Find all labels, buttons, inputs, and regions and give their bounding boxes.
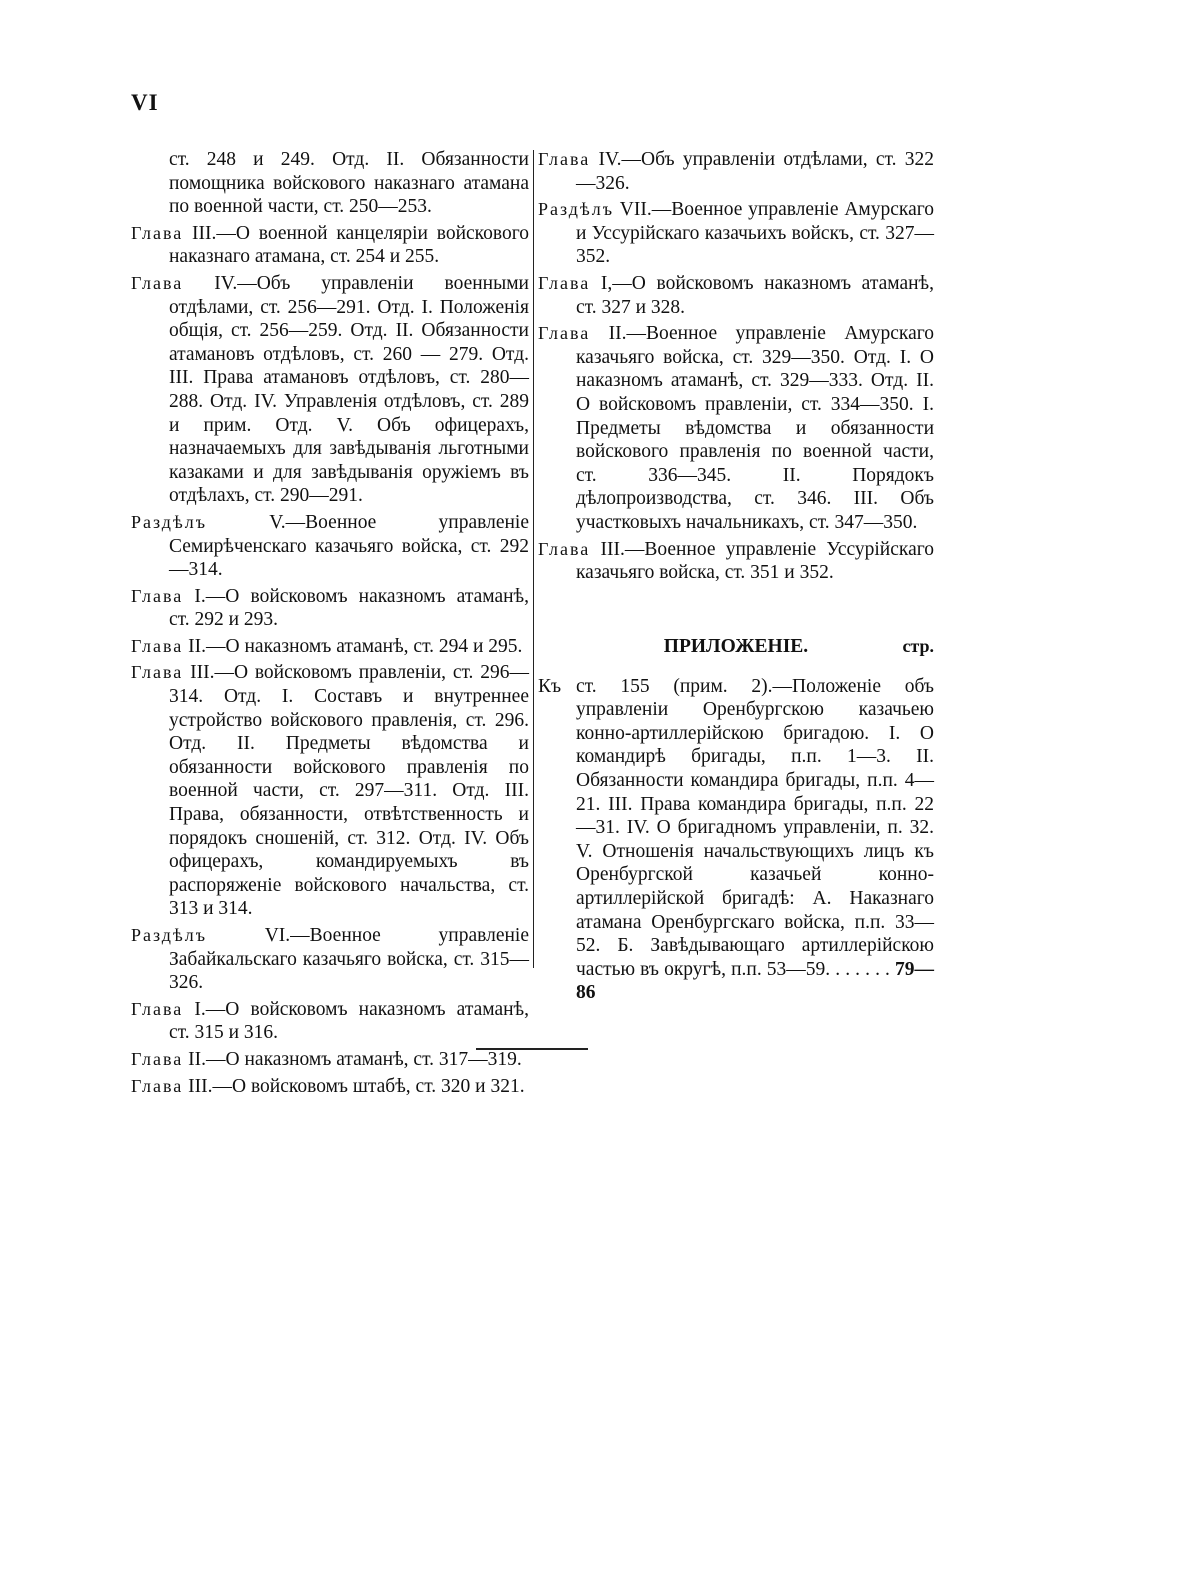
toc-entry <box>131 222 529 269</box>
entry-text: VII.—Военное управленіе Амурскаго и Уссурійскаго казачьихъ войскъ, ст. 327—352. <box>576 199 934 268</box>
appendix-prefix: Къ <box>538 675 562 697</box>
entry-text: I,—О войсковомъ наказномъ атаманѣ, ст. 327 и 328. <box>576 272 934 318</box>
toc-entry <box>131 1048 529 1072</box>
appendix-text-block <box>576 675 934 1005</box>
entry-text: I.—О войсковомъ наказномъ атаманѣ, ст. 315 и 316. <box>169 998 529 1044</box>
toc-entry <box>538 538 934 585</box>
right-column <box>538 148 934 1005</box>
entry-text: IV.—Объ управленіи отдѣлами, ст. 322—326. <box>576 149 934 194</box>
entry-keyword: Глава <box>131 585 184 606</box>
entry-text: III.—О войсковомъ штабѣ, ст. 320 и 321. <box>183 1075 525 1097</box>
entry-text: III.—Военное управленіе Уссурійскаго казачьяго войска, ст. 351 и 352. <box>576 538 934 584</box>
page-number: VI <box>131 90 159 115</box>
entry-keyword: Глава <box>131 635 184 656</box>
entry-keyword: Глава <box>131 998 184 1019</box>
entry-keyword: Раздѣлъ <box>131 925 208 945</box>
entry-keyword: Глава <box>538 538 591 559</box>
entry-text: III.—О войсковомъ правленіи, ст. 296—314. Отд. I. Составъ и внутреннее устройство войскового правленія, ст. 296. Отд. II. Предметы вѣдомства и обязанности войскового правленія по военной части, ст. 297—311. Отд. III. Права, обязанности, отвѣтственность и порядокъ сношеній, ст. 312. Отд. IV. Объ офицерахъ, командируемыхъ въ распоряженіе войскового начальства, ст. 313 и 314. <box>169 662 529 920</box>
column-divider <box>533 150 534 968</box>
toc-entry <box>538 272 934 319</box>
entry-text: IV.—Объ управленіи военными отдѣлами, ст. 256—291. Отд. I. Положенія общія, ст. 256—259. Отд. II. Обязанности атамановъ отдѣловъ, ст. 260 — 279. Отд. III. Права атамановъ отдѣловъ, ст. 280—288. Отд. IV. Управленія отдѣловъ, ст. 289 и прим. Отд. V. Объ офицерахъ, назначаемыхъ для завѣдыванія льготными казаками и для завѣдыванія оружіемъ въ отдѣлахъ, ст. 290—291. <box>169 272 529 507</box>
toc-entry <box>538 148 934 195</box>
appendix-header <box>538 635 934 661</box>
entry-keyword: Глава <box>538 272 591 293</box>
entry-text: II.—О наказномъ атаманѣ, ст. 317—319. <box>183 1048 522 1070</box>
toc-entry <box>131 1075 529 1099</box>
entry-keyword: Глава <box>131 222 184 243</box>
toc-entry <box>131 924 529 995</box>
entry-keyword: Глава <box>131 1075 184 1096</box>
toc-entry <box>131 661 529 921</box>
entry-keyword: Глава <box>538 323 591 344</box>
page-column-label: стр. <box>902 635 934 656</box>
toc-entry <box>538 198 934 269</box>
appendix-pages: 79—86 <box>576 958 934 1004</box>
appendix-title: ПРИЛОЖЕНІЕ. <box>663 635 809 657</box>
end-rule <box>476 1048 588 1050</box>
toc-entry <box>131 272 529 508</box>
toc-entry <box>131 511 529 582</box>
toc-entry <box>131 585 529 632</box>
toc-entry <box>131 148 529 219</box>
entry-text: ст. 248 и 249. Отд. II. Обязанности помощника войскового наказнаго атамана по военной части, ст. 250—253. <box>169 149 529 218</box>
entry-text: I.—О войсковомъ наказномъ атаманѣ, ст. 292 и 293. <box>169 585 529 631</box>
entry-keyword: Глава <box>131 272 184 293</box>
toc-entry <box>131 635 529 659</box>
entry-keyword: Раздѣлъ <box>131 511 208 532</box>
entry-keyword: Глава <box>131 1048 184 1069</box>
entry-keyword: Глава <box>538 149 591 169</box>
entry-keyword: Глава <box>131 662 184 683</box>
appendix-text: ст. 155 (прим. 2).—Положеніе объ управленіи Оренбургскою казачьею конно-артиллерійскою бригадою. I. О командирѣ бригады, п.п. 1—3. II. Обязанности командира бригады, п.п. 4—21. III. Права командира бригады, п.п. 22—31. IV. О бригадномъ управленіи, п. 32. V. Отношенія начальствующихъ лицъ къ Оренбургской казачьей конно-артиллерійской бригадѣ: А. Наказнаго атамана Оренбургскаго войска, п.п. 33—52. Б. Завѣдывающаго артиллерійскою частью въ округѣ, п.п. 53—59. . . . . . . <box>576 675 934 980</box>
left-column <box>131 148 529 1101</box>
entry-text: VI.—Военное управленіе Забайкальскаго казачьяго войска, ст. 315—326. <box>169 925 529 994</box>
appendix-entry <box>538 675 934 1005</box>
toc-entry <box>538 322 934 534</box>
toc-entry <box>131 998 529 1045</box>
entry-text: III.—О военной канцеляріи войскового наказнаго атамана, ст. 254 и 255. <box>169 222 529 268</box>
entry-text: II.—Военное управленіе Амурскаго казачьяго войска, ст. 329—350. Отд. I. О наказномъ атаманѣ, ст. 329—333. Отд. II. О войсковомъ правленіи, ст. 334—350. I. Предметы вѣдомства и обязанности войскового правленія по военной части, ст. 336—345. II. Порядокъ дѣлопроизводства, ст. 346. III. Объ участковыхъ начальникахъ, ст. 347—350. <box>576 323 934 533</box>
entry-text: II.—О наказномъ атаманѣ, ст. 294 и 295. <box>183 635 523 657</box>
entry-keyword: Раздѣлъ <box>538 199 615 220</box>
entry-text: V.—Военное управленіе Семирѣченскаго казачьяго войска, ст. 292—314. <box>169 511 529 581</box>
